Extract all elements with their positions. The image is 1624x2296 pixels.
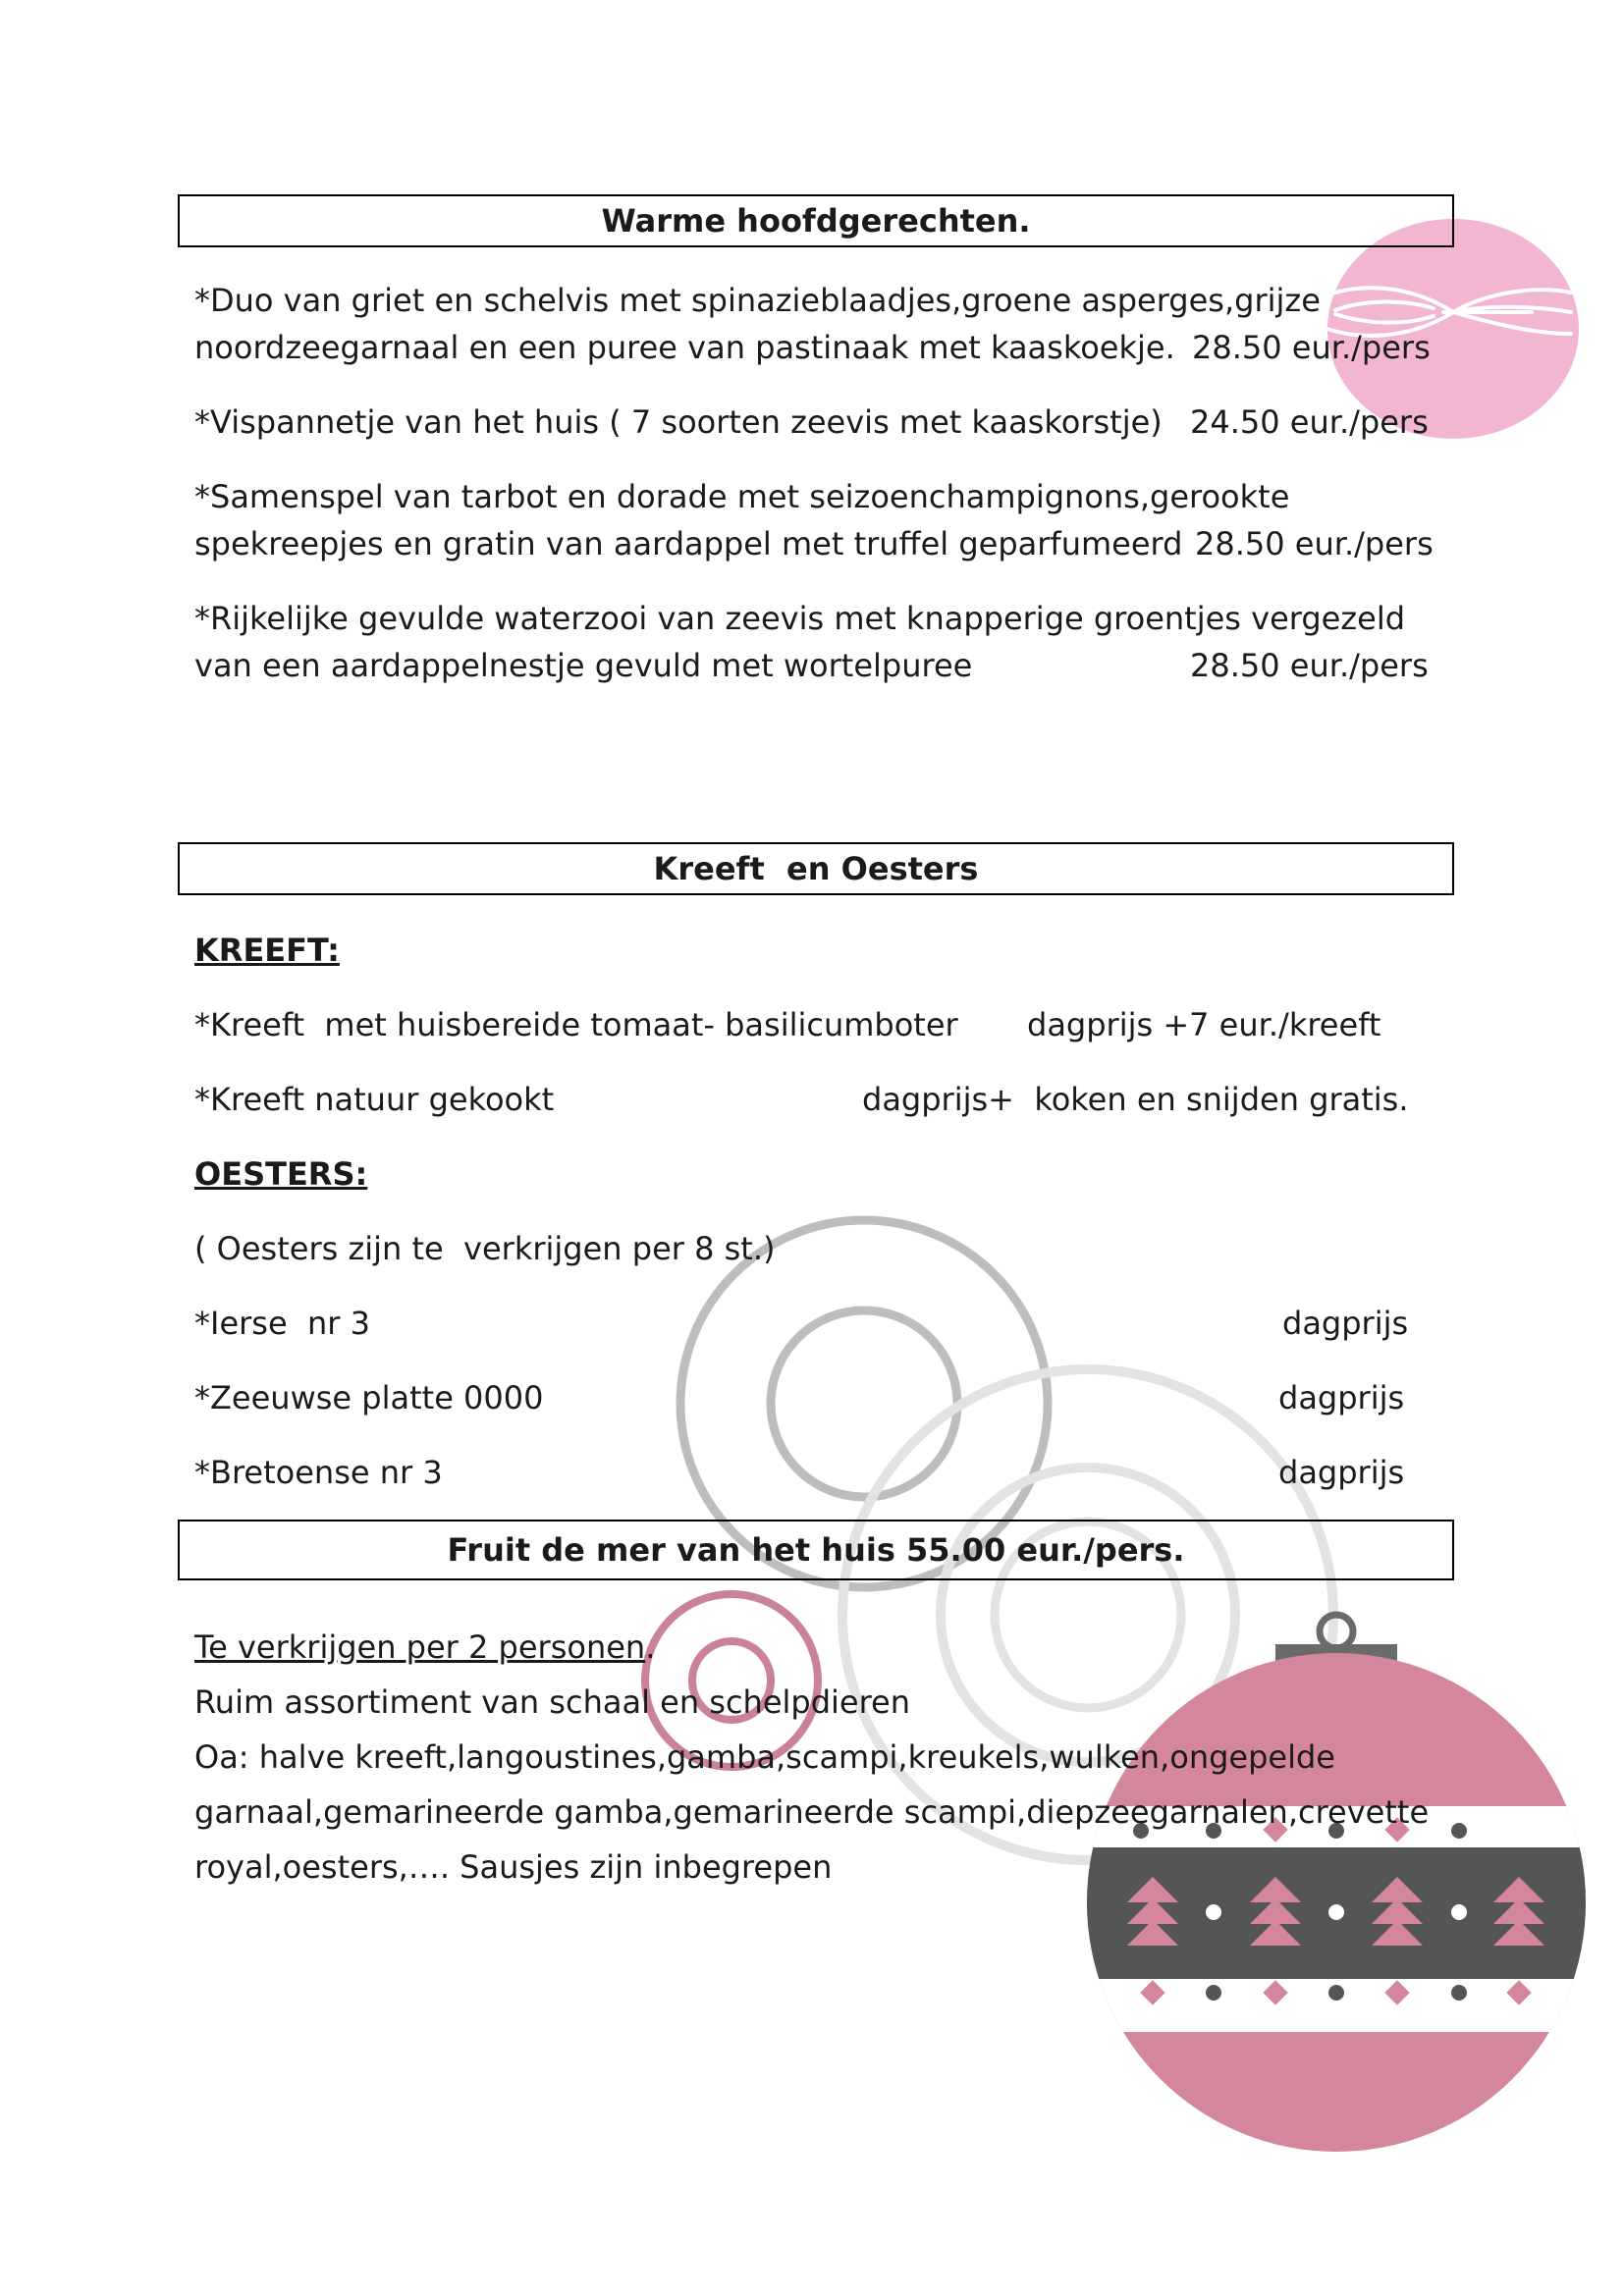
warm-item-1-line2: noordzeegarnaal en een puree van pastinaak met kaaskoekje. — [194, 329, 1175, 366]
oesters-item-1-price: dagprijs — [1282, 1305, 1409, 1342]
christmas-ornament — [1080, 1615, 1591, 2160]
fruit-subheading: Te verkrijgen per 2 personen — [194, 1629, 646, 1666]
oesters-heading: OESTERS: — [194, 1155, 368, 1193]
warm-item-2-price: 24.50 eur./pers — [1190, 403, 1429, 441]
warm-item-3-line1: *Samenspel van tarbot en dorade met seizoenchampignons,gerookte — [194, 478, 1290, 515]
section-header-fruit-de-mer: Fruit de mer van het huis 55.00 eur./pers. — [178, 1520, 1454, 1580]
oesters-item-3-price: dagprijs — [1278, 1454, 1405, 1491]
kreeft-item-2-name: *Kreeft natuur gekookt — [194, 1081, 555, 1118]
oesters-note: ( Oesters zijn te verkrijgen per 8 st.) — [194, 1230, 776, 1267]
warm-item-3-line2: spekreepjes en gratin van aardappel met truffel geparfumeerd — [194, 525, 1183, 562]
section-header-warm: Warme hoofdgerechten. — [178, 194, 1454, 247]
kreeft-item-1-price: dagprijs +7 eur./kreeft — [1027, 1006, 1381, 1043]
fruit-line-3: garnaal,gemarineerde gamba,gemarineerde scampi,diepzeegarnalen,crevette — [194, 1793, 1430, 1831]
kreeft-heading: KREEFT: — [194, 932, 340, 969]
fruit-subheading-tail: . — [645, 1629, 656, 1666]
warm-item-3-price: 28.50 eur./pers — [1195, 525, 1434, 562]
warm-item-4-line2: van een aardappelnestje gevuld met wortelpuree — [194, 647, 973, 684]
warm-item-2-line1: *Vispannetje van het huis ( 7 soorten zeevis met kaaskorstje) — [194, 403, 1163, 441]
section-header-kreeft-oesters: Kreeft en Oesters — [178, 842, 1454, 895]
warm-item-1-price: 28.50 eur./pers — [1192, 329, 1431, 366]
fruit-line-4: royal,oesters,…. Sausjes zijn inbegrepen — [194, 1848, 833, 1886]
kreeft-item-1-name: *Kreeft met huisbereide tomaat- basilicumboter — [194, 1006, 958, 1043]
oesters-item-1-name: *Ierse nr 3 — [194, 1305, 370, 1342]
warm-item-4-line1: *Rijkelijke gevulde waterzooi van zeevis met knapperige groentjes vergezeld — [194, 600, 1406, 637]
oesters-item-2-price: dagprijs — [1278, 1379, 1405, 1416]
warm-item-4-price: 28.50 eur./pers — [1190, 647, 1429, 684]
fruit-line-2: Oa: halve kreeft,langoustines,gamba,scampi,kreukels,wulken,ongepelde — [194, 1738, 1335, 1776]
oesters-item-3-name: *Bretoense nr 3 — [194, 1454, 443, 1491]
fruit-subheading-row — [194, 1624, 655, 1671]
warm-item-1-line1: *Duo van griet en schelvis met spinazieblaadjes,groene asperges,grijze — [194, 282, 1321, 319]
oesters-item-2-name: *Zeeuwse platte 0000 — [194, 1379, 544, 1416]
kreeft-item-2-price: dagprijs+ koken en snijden gratis. — [862, 1081, 1409, 1118]
fruit-line-1: Ruim assortiment van schaal en schelpdieren — [194, 1683, 911, 1721]
